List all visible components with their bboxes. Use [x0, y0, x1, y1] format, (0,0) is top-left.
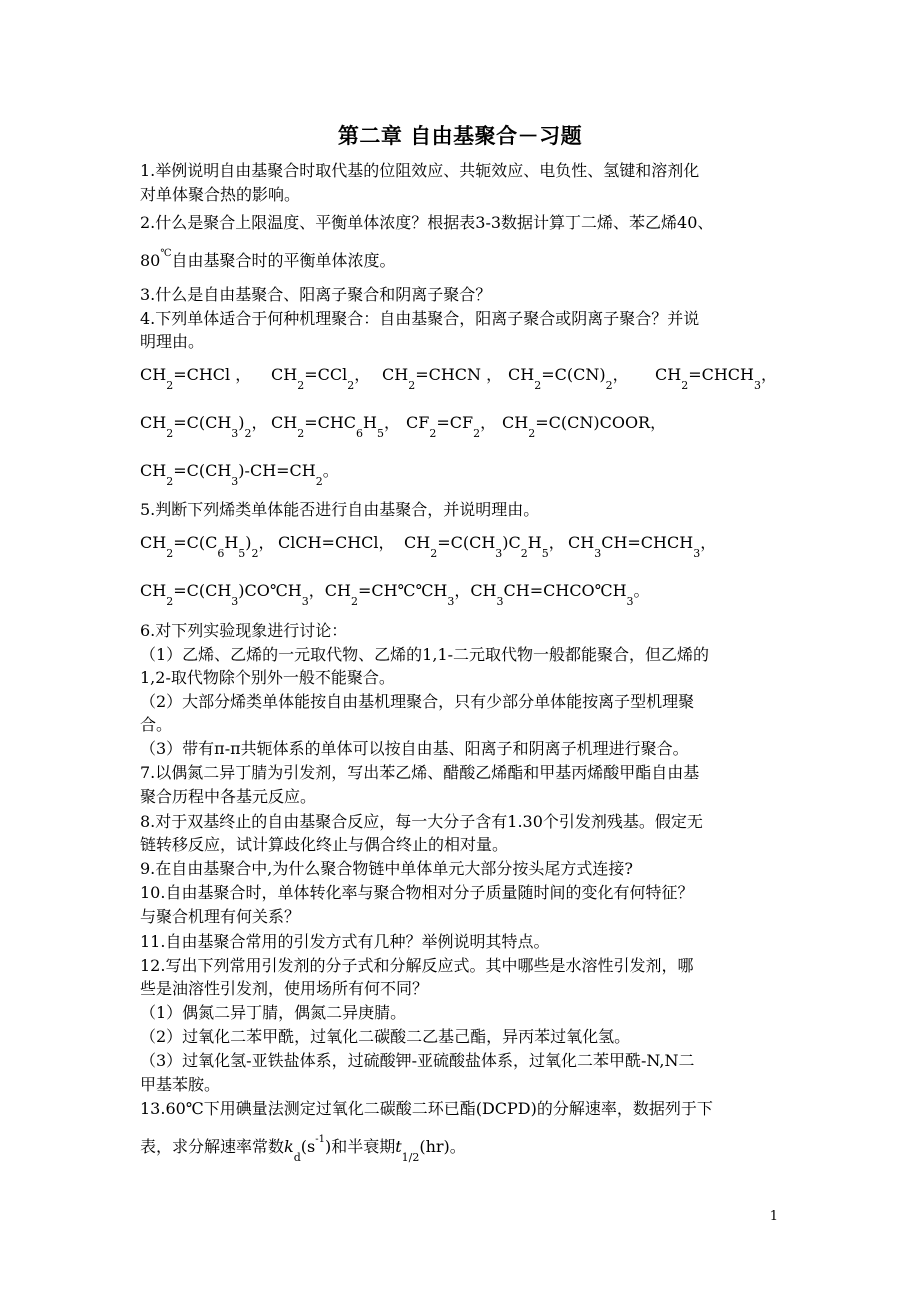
text-line: 些是油溶性引发剂，使用场所有何不同？ [140, 979, 429, 998]
formula-text: $CH_2=C(CN)COOR$， [502, 413, 667, 440]
formula-text: $CH_2=C(CH_3)_2$， [140, 413, 268, 440]
formula-text: $CH_2=CHCH_3$， [655, 365, 778, 392]
text-fragment: 80 [140, 251, 161, 270]
formula-text: $CH_2=CCl_2$， [271, 365, 371, 392]
text-line: 链转移反应，试计算歧化终止与偶合终止的相对量。 [140, 835, 509, 854]
text-line: 2.什么是聚合上限温度、平衡单体浓度？根据表3-3数据计算丁二烯、苯乙烯40、 [140, 213, 714, 232]
formula-text: $CH_2=C(CH_3)-CH=CH_2$。 [140, 461, 339, 488]
text-line: 甲基苯胺。 [140, 1075, 221, 1094]
text-line: （2）大部分烯类单体能按自由基机理聚合，只有少部分单体能按离子型机理聚 [140, 692, 695, 711]
text-line: 3.什么是自由基聚合、阳离子聚合和阴离子聚合？ [140, 285, 492, 304]
superscript: ℃ [160, 248, 172, 259]
formula-text: $CH_2=CHCl$ ， [140, 365, 252, 392]
text-line: 对单体聚合热的影响。 [140, 185, 301, 204]
text-line [140, 250, 790, 275]
page-title: 第二章 自由基聚合－习题 [337, 124, 583, 148]
italic-symbol: k [284, 1137, 294, 1156]
text-line: 11.自由基聚合常用的引发方式有几种？举例说明其特点。 [140, 932, 550, 951]
text-line: 4.下列单体适合于何种机理聚合：自由基聚合，阳离子聚合或阴离子聚合？并说 [140, 309, 700, 328]
text-line: 聚合历程中各基元反应。 [140, 787, 317, 806]
text-line: 合。 [140, 715, 173, 734]
formula-text: $CH_3CH=CHCH_3$， [568, 533, 717, 560]
text-line: 1.举例说明自由基聚合时取代基的位阻效应、共轭效应、电负性、氢键和溶剂化 [140, 161, 700, 180]
formula-text: $CH_2=C(C_6H_5)_2$， [140, 533, 275, 560]
text-line [140, 1134, 790, 1164]
formula-text: $CH_2=C(CH_3)CO℃H_3$，$CH_2=CH℃℃H_3$，$CH_3CH=CHCO℃H_3$。 [140, 581, 650, 608]
text-line: （1）乙烯、乙烯的一元取代物、乙烯的1,1-二元取代物一般都能聚合，但乙烯的 [140, 645, 710, 664]
text-line: （2）过氧化二苯甲酰，过氧化二碳酸二乙基己酯，异丙苯过氧化氢。 [140, 1027, 631, 1046]
text-line: 13.60℃下用碘量法测定过氧化二碳酸二环已酯(DCPD)的分解速率，数据列于下 [140, 1099, 713, 1118]
text-line: 12.写出下列常用引发剂的分子式和分解反应式。其中哪些是水溶性引发剂，哪 [140, 956, 694, 975]
subscript: 1/2 [401, 1151, 420, 1164]
text-line: （1）偶氮二异丁腈，偶氮二异庚腈。 [140, 1003, 407, 1022]
text-line: 明理由。 [140, 332, 205, 351]
superscript: -1 [315, 1134, 325, 1145]
text-line: 与聚合机理有何关系？ [140, 907, 301, 926]
text-line: 5.判断下列烯类单体能否进行自由基聚合，并说明理由。 [140, 500, 540, 519]
text-fragment: 自由基聚合时的平衡单体浓度。 [171, 251, 396, 270]
formula-text: $CH_2=C(CN)_2$， [508, 365, 629, 392]
formula-text: ClCH=CHCl， [278, 533, 395, 552]
page-number: 1 [769, 1209, 778, 1224]
text-line: 10.自由基聚合时，单体转化率与聚合物相对分子质量随时间的变化有何特征？ [140, 883, 694, 902]
text-line: （3）带有π-π共轭体系的单体可以按自由基、阳离子和阴离子机理进行聚合。 [140, 739, 689, 758]
subscript: d [293, 1151, 301, 1164]
text-fragment: (s [300, 1137, 316, 1156]
text-fragment: 表，求分解速率常数 [140, 1137, 285, 1156]
italic-symbol: t [395, 1137, 402, 1156]
text-line: 1,2-取代物除个别外一般不能聚合。 [140, 668, 395, 687]
text-line: 6.对下列实验现象进行讨论： [140, 621, 348, 640]
text-fragment: (hr)。 [419, 1137, 466, 1156]
text-fragment: )和半衰期 [324, 1137, 396, 1156]
text-line: （3）过氧化氢-亚铁盐体系，过硫酸钾-亚硫酸盐体系，过氧化二苯甲酰-N,N二 [140, 1051, 695, 1070]
formula-text: $CH_2=CHCN$ ， [382, 365, 503, 392]
formula-text: $CH_2=CHC_6H_5$， [271, 413, 401, 440]
text-line: 9.在自由基聚合中,为什么聚合物链中单体单元大部分按头尾方式连接? [140, 859, 633, 878]
text-line: 8.对于双基终止的自由基聚合反应，每一大分子含有1.30个引发剂残基。假定无 [140, 812, 703, 831]
formula-text: $CF_2=CF_2$， [406, 413, 497, 440]
formula-text: $CH_2=C(CH_3)C_2H_5$， [404, 533, 565, 560]
text-line: 7.以偶氮二异丁腈为引发剂，写出苯乙烯、醋酸乙烯酯和甲基丙烯酸甲酯自由基 [140, 763, 700, 782]
